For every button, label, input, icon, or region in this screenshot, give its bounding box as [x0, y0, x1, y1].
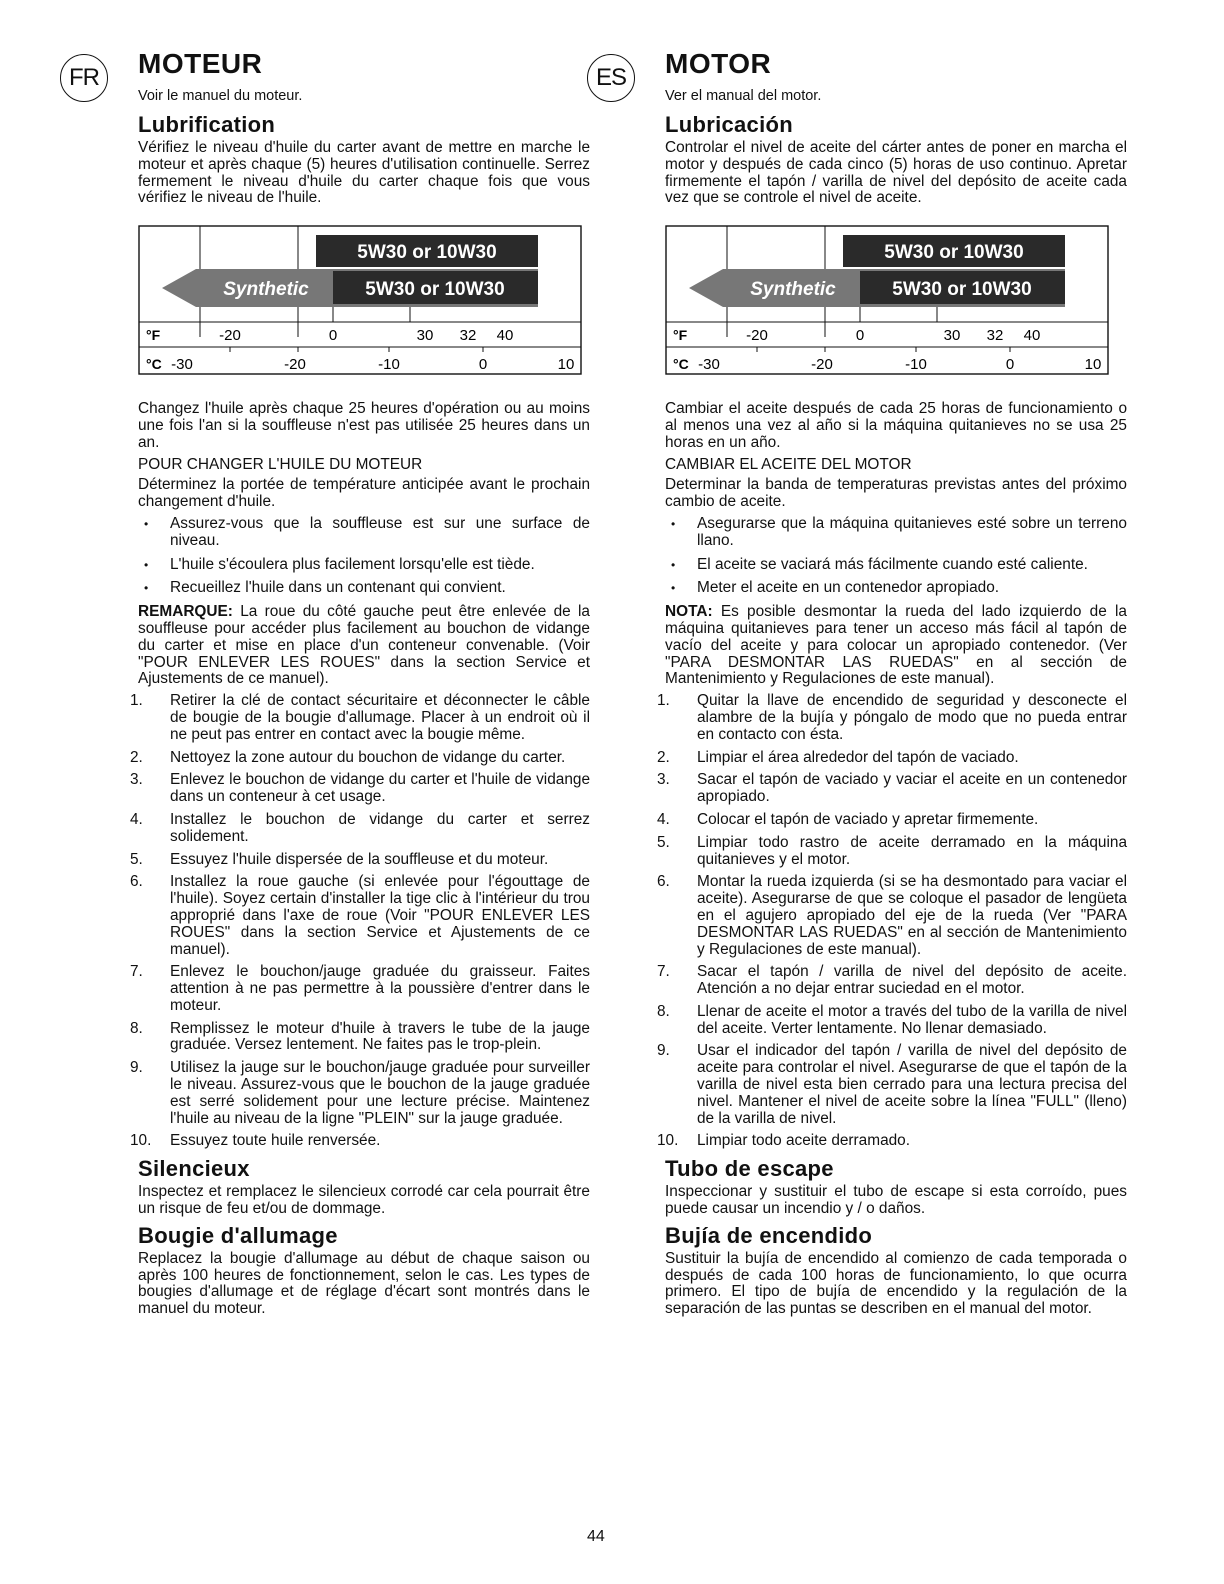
fr-step-number: 6. [130, 873, 143, 891]
fr-step-text: Essuyez l'huile dispersée de la souffleuse et du moteur. [170, 850, 549, 868]
fr-note-text: La roue du côté gauche peut être enlevée de la souffleuse pour accéder plus facilement au bouchon de vidange du carter et mise en place d'un conteneur convenable. (Voir "POUR ENLEVER LES ROUES" dans la section Service et Ajustements de ce manuel). [138, 603, 590, 688]
es-oil-top-label: 5W30 or 10W30 [884, 242, 1024, 264]
es-c-tick-0: -30 [698, 356, 720, 374]
fr-celsius-unit: °C [146, 356, 162, 373]
es-step [657, 1042, 1127, 1127]
es-step-number: 6. [657, 873, 670, 891]
es-step-text: Colocar el tapón de vaciado y apretar firmemente. [697, 810, 1039, 828]
fr-oil-chart [138, 225, 582, 375]
fr-muffler-text: Inspectez et remplacez le silencieux corrodé car cela pourrait être un risque de feu et/ou de dommage. [138, 1183, 590, 1218]
fr-spark-heading: Bougie d'allumage [138, 1222, 338, 1248]
fr-step [130, 963, 590, 1014]
spanish-column [587, 50, 1127, 1323]
es-bullet-3: • Meter el aceite en un contenedor apropiado. [665, 580, 1127, 597]
es-celsius-unit: °C [673, 356, 689, 373]
fr-step-text: Nettoyez la zone autour du bouchon de vidange du carter. [170, 748, 566, 766]
fr-step [130, 748, 590, 767]
fr-step [130, 873, 590, 958]
es-f-tick-1: 0 [855, 327, 865, 345]
es-step-number: 3. [657, 771, 670, 789]
es-lubrication-heading: Lubricación [665, 112, 793, 137]
fr-fahrenheit-unit: °F [146, 327, 161, 344]
fr-change-intro: Déterminez la portée de température anticipée avant le prochain changement d'huile. [138, 476, 590, 511]
fr-step-text: Enlevez le bouchon/jauge graduée du graisseur. Faites attention à ne pas permettre à la poussière d'entrer dans le moteur. [170, 963, 590, 1014]
fr-c-tick-3: 0 [478, 356, 488, 374]
es-bullet-2: • El aceite se vaciará más fácilmente cuando esté caliente. [665, 557, 1127, 574]
es-step-number: 9. [657, 1042, 670, 1060]
es-header [587, 50, 1127, 108]
es-c-tick-4: 10 [1084, 356, 1102, 374]
es-step [657, 748, 1127, 767]
fr-f-tick-1: 0 [328, 327, 338, 345]
fr-f-tick-0: -20 [219, 327, 241, 345]
page-number: 44 [587, 1528, 605, 1545]
fr-step-number: 9. [130, 1059, 143, 1077]
es-change-intro: Determinar la banda de temperaturas previstas antes del próximo cambio de aceite. [665, 476, 1127, 511]
fr-step-number: 5. [130, 850, 143, 868]
es-muffler-text: Inspeccionar y sustituir el tubo de escape si esta corroído, pues puede causar un incendio y / o daños. [665, 1183, 1127, 1218]
es-step-text: Llenar de aceite el motor a través del tubo de la varilla de nivel del aceite. Verter lentamente. No llenar demasiado. [697, 1002, 1127, 1037]
fr-step-text: Essuyez toute huile renversée. [170, 1132, 381, 1150]
es-body [657, 112, 1127, 1318]
fr-step [130, 771, 590, 806]
fr-step-text: Enlevez le bouchon de vidange du carter et l'huile de vidange dans un conteneur à cet usage. [170, 771, 590, 806]
es-note-text: Es posible desmontar la rueda del lado izquierdo de la máquina quitanieves para tener un acceso más fácil al tapón de vacío del aceite y para colocar un apropiado contenedor. (Ver "PARA DESMONTAR LAS RUEDAS" en al sección de Mantenimiento y Regulaciones de este manual). [665, 603, 1127, 688]
fr-step [130, 810, 590, 846]
fr-bullet-1: • Assurez-vous que la souffleuse est sur une surface de niveau. [138, 516, 590, 550]
fr-oil-bottom-label: 5W30 or 10W30 [365, 279, 505, 301]
fr-step-number: 4. [130, 810, 143, 828]
fr-step [130, 850, 590, 869]
es-c-tick-3: 0 [1005, 356, 1015, 374]
es-step [657, 810, 1127, 829]
es-f-tick-4: 40 [1023, 327, 1041, 345]
es-step-text: Limpiar el área alrededor del tapón de vaciado. [697, 748, 1019, 766]
fr-step [130, 692, 590, 743]
es-oil-chart-svg [665, 225, 1109, 375]
fr-bullet-3: • Recueillez l'huile dans un contenant qui convient. [138, 580, 590, 597]
fr-f-tick-4: 40 [496, 327, 514, 345]
es-step-number: 1. [657, 692, 670, 710]
es-step-number: 7. [657, 963, 670, 981]
fr-step-text: Installez le bouchon de vidange du carter et serrez solidement. [170, 810, 590, 845]
es-step-text: Limpiar todo aceite derramado. [697, 1132, 911, 1150]
fr-note-label: REMARQUE: [138, 603, 233, 621]
es-f-tick-2: 30 [943, 327, 961, 345]
fr-step-text: Utilisez la jauge sur le bouchon/jauge graduée pour surveiller le niveau. Assurez-vous que le bouchon de la jauge graduée est serré solidement pour une lecture précise. Maintenez l'huile au niveau de la ligne "PLEIN" sur la jauge graduée. [170, 1059, 590, 1127]
es-step-text: Limpiar todo rastro de aceite derramado en la máquina quitanieves y el motor. [697, 833, 1127, 868]
es-note [665, 604, 1127, 688]
fr-change-heading: POUR CHANGER L'HUILE DU MOTEUR [138, 455, 423, 473]
es-spark-heading: Bujía de encendido [665, 1222, 873, 1248]
es-step [657, 963, 1127, 998]
es-bullet-list [665, 516, 1127, 597]
fr-step-number: 10. [130, 1132, 152, 1150]
es-step [657, 833, 1127, 869]
es-oil-bottom-label: 5W30 or 10W30 [892, 279, 1032, 301]
fr-subtitle: Voir le manuel du moteur. [138, 88, 303, 104]
fr-f-tick-3: 32 [459, 327, 477, 345]
fr-step-number: 8. [130, 1019, 143, 1037]
fr-step-number: 1. [130, 692, 143, 710]
fr-step [130, 1132, 590, 1150]
fr-note [138, 604, 590, 688]
es-f-tick-3: 32 [986, 327, 1004, 345]
es-step-text: Quitar la llave de encendido de seguridad y desconecte el alambre de la bujía y póngalo de modo que no pueda entrar en contacto con ésta. [697, 692, 1127, 743]
es-step-number: 5. [657, 833, 670, 851]
fr-oil-change-text: Changez l'huile après chaque 25 heures d'opération ou au moins une fois l'an si la souffleuse n'est pas utilisée 25 heures dans un an. [138, 400, 590, 451]
fr-step-text: Installez la roue gauche (si enlevée pour l'égouttage de l'huile). Soyez certain d'installer la tige clic à l'intérieur du trou approprié dans l'axe de roue (Voir "POUR ENLEVER LES ROUES" dans la section Service et Ajustements de ce manuel). [170, 873, 590, 958]
fr-title: MOTEUR [138, 48, 263, 79]
es-fahrenheit-unit: °F [673, 327, 688, 344]
fr-oil-chart-svg [138, 225, 582, 375]
es-bullet-1: • Asegurarse que la máquina quitanieves esté sobre un terreno llano. [665, 516, 1127, 550]
es-step-number: 8. [657, 1002, 670, 1020]
es-step-number: 10. [657, 1132, 679, 1150]
es-lubrication-text: Controlar el nivel de aceite del cárter antes de poner en marcha el motor y después de cada cinco (5) horas de uso continuo. Apretar firmemente el tapón / varilla de nivel del depósito de aceite cada vez que se controle el nivel de aceite. [665, 139, 1127, 207]
fr-step [130, 1019, 590, 1055]
es-note-label: NOTA: [665, 603, 713, 621]
es-step-text: Montar la rueda izquierda (si se ha desmontado para vaciar el aceite). Asegurarse de que se coloque el pasador de lengüeta en el agujero apropiado del eje de la rueda (Ver "PARA DESMONTAR LAS RUEDAS" en al sección de Mantenimiento y Regulaciones de este manual). [697, 873, 1127, 958]
fr-spark-text: Replacez la bougie d'allumage au début de chaque saison ou après 100 heures de fonctionnement, selon le cas. Les types de bougies d'allumage et de réglage d'écart sont montrés dans le manuel du moteur. [138, 1249, 590, 1318]
es-step-number: 4. [657, 810, 670, 828]
es-oil-chart [665, 225, 1109, 375]
fr-c-tick-0: -30 [171, 356, 193, 374]
es-title: MOTOR [665, 48, 772, 79]
es-synthetic-label: Synthetic [750, 279, 836, 301]
fr-oil-top-label: 5W30 or 10W30 [357, 242, 497, 264]
es-c-tick-1: -20 [811, 356, 833, 374]
fr-body [130, 112, 590, 1318]
es-subtitle: Ver el manual del motor. [665, 88, 822, 104]
fr-muffler-heading: Silencieux [138, 1156, 250, 1182]
fr-f-tick-2: 30 [416, 327, 434, 345]
es-step [657, 873, 1127, 958]
es-change-heading: CAMBIAR EL ACEITE DEL MOTOR [665, 455, 912, 473]
french-column [60, 50, 590, 1323]
es-step-text: Sacar el tapón / varilla de nivel del depósito de aceite. Atención a no dejar entrar suciedad en el motor. [697, 963, 1127, 998]
fr-lubrication-text: Vérifiez le niveau d'huile du carter avant de mettre en marche le moteur et après chaque (5) heures d'utilisation continuelle. Serrez fermement le niveau d'huile du carter chaque fois que vous vérifiez le niveau de l'huile. [138, 139, 590, 207]
fr-step-text: Retirer la clé de contact sécuritaire et déconnecter le câble de bougie de la bougie d'allumage. Placer à un endroit où il ne peut pas entrer en contact avec la bougie même. [170, 692, 590, 743]
fr-step [130, 1059, 590, 1127]
fr-step-number: 2. [130, 748, 143, 766]
es-language-badge: ES [587, 54, 635, 102]
fr-step-number: 7. [130, 963, 143, 981]
es-muffler-heading: Tubo de escape [665, 1156, 834, 1182]
es-c-tick-2: -10 [905, 356, 927, 374]
fr-synthetic-label: Synthetic [223, 279, 309, 301]
fr-c-tick-2: -10 [378, 356, 400, 374]
es-step [657, 1132, 1127, 1150]
fr-steps-list [130, 692, 590, 1150]
fr-bullet-list [138, 516, 590, 597]
fr-step-number: 3. [130, 771, 143, 789]
es-step-text: Usar el indicador del tapón / varilla de nivel del depósito de aceite para controlar el nivel. Asegurarse de que el tapón de la varilla de nivel esta bien cerrado para una lectura precisa del nivel. Mantener el nivel de aceite sobre la línea "FULL" (lleno) de la varilla de nivel. [697, 1042, 1127, 1127]
fr-step-text: Remplissez le moteur d'huile à travers le tube de la jauge graduée. Versez lentement. Ne faites pas le trop-plein. [170, 1019, 590, 1054]
fr-language-badge: FR [60, 54, 108, 102]
fr-header [60, 50, 590, 108]
fr-c-tick-1: -20 [284, 356, 306, 374]
es-step-text: Sacar el tapón de vaciado y vaciar el aceite en un contenedor apropiado. [697, 771, 1127, 806]
es-spark-text: Sustituir la bujía de encendido al comienzo de cada temporada o después de cada 100 horas de funcionamiento, lo que ocurra primero. El tipo de bujía de encendido y la regulación de la separación de las puntas se describen en el manual del motor. [665, 1249, 1127, 1318]
es-step-number: 2. [657, 748, 670, 766]
es-step [657, 692, 1127, 743]
es-step [657, 1002, 1127, 1038]
es-step [657, 771, 1127, 806]
fr-c-tick-4: 10 [557, 356, 575, 374]
es-f-tick-0: -20 [746, 327, 768, 345]
es-steps-list [657, 692, 1127, 1150]
es-oil-change-text: Cambiar el aceite después de cada 25 horas de funcionamiento o al menos una vez al año si la máquina quitanieves no se usa 25 horas en un año. [665, 400, 1127, 451]
fr-lubrication-heading: Lubrification [138, 112, 276, 137]
fr-bullet-2: • L'huile s'écoulera plus facilement lorsqu'elle est tiède. [138, 557, 590, 574]
